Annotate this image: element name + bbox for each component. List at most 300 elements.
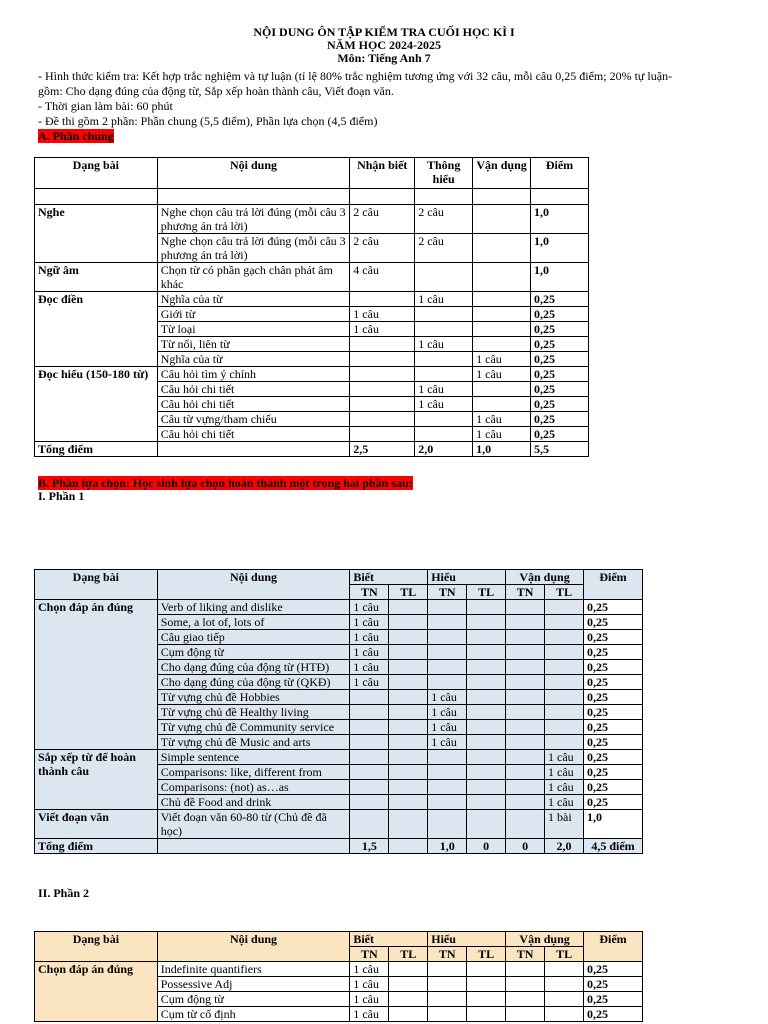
table3-cell — [389, 992, 428, 1007]
t1-cell: 0,25 — [531, 337, 589, 352]
table2-cell — [428, 675, 467, 690]
part-1-title: I. Phần 1 — [38, 489, 85, 503]
table2-cell: Cho dạng đúng của động từ (HTĐ) — [157, 660, 350, 675]
table3-cell: 0,25 — [584, 962, 643, 977]
table2-cell — [545, 735, 584, 750]
t1-cell: 2,5 — [350, 442, 415, 457]
table2-cell: Từ vựng chủ đề Hobbies — [157, 690, 350, 705]
t1-cell: 0,25 — [531, 352, 589, 367]
table2-cell: 1 câu — [428, 690, 467, 705]
t1-cell: 1 câu — [415, 292, 473, 307]
table2-cell: Từ vựng chủ đề Music and arts — [157, 735, 350, 750]
table2-cell — [350, 690, 389, 705]
table2-cell — [350, 720, 389, 735]
t1-cell: 0,25 — [531, 307, 589, 322]
table3-cell — [545, 977, 584, 992]
table2-cell — [506, 600, 545, 615]
t1-cell — [415, 189, 473, 205]
table2-cell — [545, 705, 584, 720]
t1-cell — [415, 263, 473, 292]
intro-line-2: gồm: Cho dạng đúng của động từ, Sắp xếp hoàn thành câu, Viết đoạn văn. — [38, 84, 394, 98]
table2-cell — [389, 735, 428, 750]
table2-cell — [467, 705, 506, 720]
t3-header-type: Dạng bài — [35, 932, 158, 962]
table3-row — [35, 962, 643, 977]
table2-cell — [506, 765, 545, 780]
t1-cell: 2 câu — [415, 205, 473, 234]
table2-cell: 1 câu — [350, 660, 389, 675]
table2-cell — [467, 615, 506, 630]
t1-cell: Nghĩa của từ — [157, 292, 350, 307]
table3-cell — [506, 1007, 545, 1022]
table2-cell — [467, 765, 506, 780]
table2-cell-type: Tổng điểm — [35, 839, 158, 854]
t1-cell — [157, 442, 350, 457]
t1-cell — [350, 292, 415, 307]
general-section-table — [34, 157, 589, 457]
t2-header-know: Biết — [350, 570, 428, 585]
t1-cell — [415, 427, 473, 442]
t1-cell: 2 câu — [415, 234, 473, 263]
table3-cell — [467, 962, 506, 977]
table2-cell: 0,25 — [583, 615, 642, 630]
table3-cell: 1 câu — [350, 1007, 389, 1022]
t3-sub-tl-2: TL — [467, 947, 506, 962]
t1-cell — [350, 367, 415, 382]
table2-cell: 1 câu — [350, 675, 389, 690]
table2-cell: Some, a lot of, lots of — [157, 615, 350, 630]
table3-cell — [428, 962, 467, 977]
table2-cell: 1 câu — [545, 795, 584, 810]
t1-cell: 0,25 — [531, 292, 589, 307]
t1-cell: 1 câu — [473, 412, 531, 427]
table2-cell — [467, 750, 506, 765]
table2-cell: Từ vựng chủ đề Healthy living — [157, 705, 350, 720]
table2-cell — [467, 810, 506, 839]
t1-cell — [350, 382, 415, 397]
t1-cell: 5,5 — [531, 442, 589, 457]
t1-cell — [473, 322, 531, 337]
table2-cell — [467, 795, 506, 810]
t1-cell: 1 câu — [473, 427, 531, 442]
table2-cell — [428, 810, 467, 839]
t3-header-understand: Hiểu — [428, 932, 506, 947]
t1-cell — [415, 307, 473, 322]
table2-cell — [389, 660, 428, 675]
table2-cell — [506, 735, 545, 750]
t1-header-application: Vận dụng — [473, 158, 531, 189]
t1-cell — [350, 397, 415, 412]
table2-cell — [428, 615, 467, 630]
table2-cell: 1 bài — [545, 810, 584, 839]
section-a-label: A. Phần chung — [38, 129, 114, 143]
table2-cell — [467, 660, 506, 675]
table2-cell — [350, 795, 389, 810]
t1-cell: Câu hỏi chi tiết — [157, 427, 350, 442]
table2-cell — [467, 735, 506, 750]
t1-cell — [473, 234, 531, 263]
t1-cell — [473, 292, 531, 307]
t1-cell: Từ nối, liên từ — [157, 337, 350, 352]
t1-row — [35, 189, 589, 205]
table3-cell: Cụm từ cố định — [157, 1007, 350, 1022]
t2-sub-tn-2: TN — [428, 585, 467, 600]
table3-cell: Possessive Adj — [157, 977, 350, 992]
t1-cell: 0,25 — [531, 382, 589, 397]
t1-cell: 1,0 — [531, 234, 589, 263]
table2-cell — [389, 795, 428, 810]
t2-header-score: Điểm — [583, 570, 642, 600]
table2-cell: 0,25 — [583, 645, 642, 660]
table2-cell: Verb of liking and dislike — [157, 600, 350, 615]
t1-cell: 4 câu — [350, 263, 415, 292]
table3-cell: 0,25 — [584, 1007, 643, 1022]
table2-cell: 0,25 — [583, 600, 642, 615]
table2-cell — [350, 810, 389, 839]
table2-cell — [545, 720, 584, 735]
t1-cell: Từ loại — [157, 322, 350, 337]
t1-cell: 1 câu — [415, 382, 473, 397]
t1-cell — [473, 263, 531, 292]
table2-cell — [506, 675, 545, 690]
table2-cell — [389, 600, 428, 615]
t3-sub-tn-3: TN — [506, 947, 545, 962]
part-2-title: II. Phần 2 — [38, 886, 90, 900]
table2-cell — [389, 630, 428, 645]
t1-cell: 1 câu — [415, 337, 473, 352]
table2-cell — [506, 810, 545, 839]
table2-cell — [350, 780, 389, 795]
t1-cell: Nghe chọn câu trả lời đúng (mỗi câu 3 phương án trả lời) — [157, 205, 350, 234]
table3-cell — [545, 992, 584, 1007]
table3-cell — [545, 962, 584, 977]
table2-cell: 1 câu — [428, 705, 467, 720]
table2-cell — [467, 600, 506, 615]
t2-header-content: Nội dung — [157, 570, 350, 600]
table2-cell: Cụm động từ — [157, 645, 350, 660]
table2-cell: Viết đoạn văn 60-80 từ (Chủ đề đã học) — [157, 810, 350, 839]
table2-cell — [428, 630, 467, 645]
table2-cell — [506, 690, 545, 705]
t1-cell: 0,25 — [531, 427, 589, 442]
table2-cell — [467, 690, 506, 705]
table2-cell — [389, 780, 428, 795]
t1-cell: 1,0 — [531, 263, 589, 292]
table2-cell — [350, 705, 389, 720]
t1-cell — [415, 352, 473, 367]
table3-cell: 1 câu — [350, 962, 389, 977]
table2-cell: 2,0 — [545, 839, 584, 854]
t1-cell: 0,25 — [531, 397, 589, 412]
t1-cell — [473, 397, 531, 412]
t1-cell — [473, 337, 531, 352]
table2-cell — [467, 720, 506, 735]
table3-cell: 1 câu — [350, 992, 389, 1007]
table2-cell: 0,25 — [583, 765, 642, 780]
table2-row — [35, 810, 643, 839]
table2-cell — [428, 750, 467, 765]
table2-cell: 1,5 — [350, 839, 389, 854]
t1-cell — [415, 412, 473, 427]
table3-cell: Indefinite quantifiers — [157, 962, 350, 977]
table2-cell — [545, 630, 584, 645]
table2-cell: 1 câu — [350, 600, 389, 615]
t1-cell: Nghe chọn câu trả lời đúng (mỗi câu 3 phương án trả lời) — [157, 234, 350, 263]
t3-header-content: Nội dung — [157, 932, 350, 962]
t1-cell-type: Ngữ âm — [35, 263, 158, 292]
table2-cell: 1 câu — [545, 780, 584, 795]
table3-cell — [506, 977, 545, 992]
table2-cell — [545, 660, 584, 675]
table2-cell — [545, 600, 584, 615]
t1-cell — [473, 307, 531, 322]
document-header — [0, 26, 768, 65]
t1-cell: 0,25 — [531, 322, 589, 337]
t1-cell — [350, 352, 415, 367]
table2-cell — [506, 780, 545, 795]
part-1-table — [34, 569, 643, 854]
table2-cell — [506, 705, 545, 720]
t1-cell: 0,25 — [531, 367, 589, 382]
t1-cell: 1 câu — [473, 367, 531, 382]
table3-cell — [389, 962, 428, 977]
t1-cell — [350, 337, 415, 352]
t1-row — [35, 205, 589, 234]
t1-header-recognition: Nhận biết — [350, 158, 415, 189]
table2-cell: Comparisons: like, different from — [157, 765, 350, 780]
t1-cell: 1 câu — [473, 352, 531, 367]
table2-cell: 1 câu — [350, 630, 389, 645]
table2-cell — [389, 750, 428, 765]
t1-header-score: Điểm — [531, 158, 589, 189]
t1-cell: Nghĩa của từ — [157, 352, 350, 367]
table3-cell — [428, 992, 467, 1007]
t1-cell: Câu từ vựng/tham chiếu — [157, 412, 350, 427]
t1-cell: 1,0 — [531, 205, 589, 234]
table2-cell — [506, 720, 545, 735]
table2-cell — [389, 675, 428, 690]
table2-cell — [467, 630, 506, 645]
table2-cell: 1 câu — [428, 720, 467, 735]
table2-cell: 4,5 điểm — [583, 839, 642, 854]
t1-cell — [157, 189, 350, 205]
table2-cell: 1 câu — [350, 615, 389, 630]
t3-sub-tl-1: TL — [389, 947, 428, 962]
table2-cell: 1,0 — [583, 810, 642, 839]
table3-cell: 0,25 — [584, 977, 643, 992]
t1-cell-type: Đọc điền — [35, 292, 158, 367]
table2-cell — [428, 660, 467, 675]
table2-cell: 1 câu — [428, 735, 467, 750]
table2-cell: 0,25 — [583, 780, 642, 795]
table2-cell: 0,25 — [583, 705, 642, 720]
t1-cell: Câu hỏi chi tiết — [157, 382, 350, 397]
table2-cell — [506, 615, 545, 630]
t1-cell: 2 câu — [350, 234, 415, 263]
t1-cell: Chọn từ có phần gạch chân phát âm khác — [157, 263, 350, 292]
table3-cell — [467, 992, 506, 1007]
t2-sub-tl-1: TL — [389, 585, 428, 600]
t1-cell — [350, 427, 415, 442]
table2-cell — [506, 645, 545, 660]
t1-header-comprehension: Thông hiểu — [415, 158, 473, 189]
table3-cell — [428, 1007, 467, 1022]
t1-cell: 2 câu — [350, 205, 415, 234]
t1-cell: 2,0 — [415, 442, 473, 457]
t1-cell-type: Đọc hiểu (150-180 từ) — [35, 367, 158, 442]
intro-line-3: - Thời gian làm bài: 60 phút — [38, 99, 173, 113]
t3-sub-tn-1: TN — [350, 947, 389, 962]
table3-cell — [506, 992, 545, 1007]
t1-cell: Câu hỏi chi tiết — [157, 397, 350, 412]
t1-cell — [350, 412, 415, 427]
table3-cell — [467, 1007, 506, 1022]
table3-cell: 1 câu — [350, 977, 389, 992]
t1-cell — [415, 322, 473, 337]
table3-cell — [389, 1007, 428, 1022]
t1-cell: 0,25 — [531, 412, 589, 427]
t1-cell — [473, 205, 531, 234]
t3-header-know: Biết — [350, 932, 428, 947]
table2-cell: 0,25 — [583, 660, 642, 675]
t1-cell: 1 câu — [415, 397, 473, 412]
table2-cell — [389, 645, 428, 660]
t3-header-apply: Vận dụng — [506, 932, 584, 947]
t1-cell — [350, 189, 415, 205]
table2-cell: 0,25 — [583, 690, 642, 705]
intro-line-4: - Đề thi gồm 2 phần: Phần chung (5,5 điểm), Phần lựa chọn (4,5 điểm) — [38, 114, 378, 128]
table2-cell — [157, 839, 350, 854]
table2-cell: 1 câu — [350, 645, 389, 660]
table2-cell — [389, 765, 428, 780]
t1-cell — [531, 189, 589, 205]
t2-sub-tn-3: TN — [506, 585, 545, 600]
t1-cell: Giới từ — [157, 307, 350, 322]
title-line-2: NĂM HỌC 2024-2025 — [327, 38, 441, 52]
table2-cell: 1 câu — [545, 765, 584, 780]
title-line-3: Môn: Tiếng Anh 7 — [337, 51, 431, 65]
t1-cell — [415, 367, 473, 382]
table2-cell — [389, 615, 428, 630]
table2-cell-type: Sắp xếp từ để hoàn thành câu — [35, 750, 158, 810]
t1-header-content: Nội dung — [157, 158, 350, 189]
table2-cell: Simple sentence — [157, 750, 350, 765]
section-a-heading — [38, 129, 748, 144]
t3-sub-tn-2: TN — [428, 947, 467, 962]
table2-cell — [506, 660, 545, 675]
table2-cell — [350, 765, 389, 780]
table3-cell: 0,25 — [584, 992, 643, 1007]
table2-cell: 0,25 — [583, 720, 642, 735]
table2-row — [35, 600, 643, 615]
table3-cell — [545, 1007, 584, 1022]
table2-cell — [467, 675, 506, 690]
table2-cell — [545, 690, 584, 705]
table2-cell — [506, 630, 545, 645]
table3-cell: Cụm động từ — [157, 992, 350, 1007]
t2-header-understand: Hiểu — [428, 570, 506, 585]
table2-cell — [545, 615, 584, 630]
t2-sub-tl-3: TL — [545, 585, 584, 600]
title-line-1: NỘI DUNG ÔN TẬP KIỂM TRA CUỐI HỌC KÌ I — [253, 25, 515, 39]
table2-cell — [389, 839, 428, 854]
t1-header-type: Dạng bài — [35, 158, 158, 189]
table2-cell — [428, 645, 467, 660]
table2-cell — [428, 795, 467, 810]
table2-cell — [428, 780, 467, 795]
table3-cell — [506, 962, 545, 977]
table2-cell: 0 — [506, 839, 545, 854]
table2-row — [35, 839, 643, 854]
table2-cell: Câu giao tiếp — [157, 630, 350, 645]
table3-cell — [389, 977, 428, 992]
table2-cell — [506, 795, 545, 810]
table3-cell — [428, 977, 467, 992]
table2-cell: 1,0 — [428, 839, 467, 854]
t1-cell — [473, 189, 531, 205]
table2-cell: 0,25 — [583, 630, 642, 645]
table2-cell: 0 — [467, 839, 506, 854]
part-2-table — [34, 931, 643, 1022]
intro-line-1: - Hình thức kiểm tra: Kết hợp trắc nghiệm và tự luận (tỉ lệ 80% trắc nghiệm tương ứng với 32 câu, mỗi câu 0,25 điểm; 20% tự luận- — [38, 69, 673, 83]
table2-cell — [545, 675, 584, 690]
table2-cell — [467, 780, 506, 795]
table2-cell — [545, 645, 584, 660]
table2-cell: Chủ đề Food and drink — [157, 795, 350, 810]
table2-cell: Cho dạng đúng của động từ (QKĐ) — [157, 675, 350, 690]
table2-cell-type: Chọn đáp án đúng — [35, 600, 158, 750]
t2-sub-tl-2: TL — [467, 585, 506, 600]
table2-cell — [389, 720, 428, 735]
t1-cell: 1,0 — [473, 442, 531, 457]
t1-cell: 1 câu — [350, 307, 415, 322]
t1-cell — [473, 382, 531, 397]
t2-header-apply: Vận dụng — [506, 570, 584, 585]
t1-cell-type: Nghe — [35, 205, 158, 263]
t1-cell: 1 câu — [350, 322, 415, 337]
t3-sub-tl-3: TL — [545, 947, 584, 962]
table2-cell — [506, 750, 545, 765]
t1-row — [35, 367, 589, 382]
table2-cell — [389, 690, 428, 705]
t1-cell-type — [35, 189, 158, 205]
t1-cell: Câu hỏi tìm ý chính — [157, 367, 350, 382]
table2-cell: 0,25 — [583, 675, 642, 690]
t3-header-score: Điểm — [584, 932, 643, 962]
t1-row — [35, 442, 589, 457]
table2-cell: 1 câu — [545, 750, 584, 765]
t1-row — [35, 292, 589, 307]
table3-cell-type: Chọn đáp án đúng — [35, 962, 158, 1022]
t2-sub-tn-1: TN — [350, 585, 389, 600]
t1-row — [35, 263, 589, 292]
table2-cell — [350, 750, 389, 765]
table2-cell-type: Viết đoạn văn — [35, 810, 158, 839]
section-b-label: B. Phần lựa chọn: Học sinh lựa chọn hoàn thành một trong hai phần sau: — [38, 476, 413, 490]
t2-header-type: Dạng bài — [35, 570, 158, 600]
table2-row — [35, 750, 643, 765]
t1-cell-type: Tổng điểm — [35, 442, 158, 457]
table2-cell: 0,25 — [583, 795, 642, 810]
table2-cell — [467, 645, 506, 660]
table2-cell — [428, 600, 467, 615]
table2-cell: Từ vựng chủ đề Community service — [157, 720, 350, 735]
table3-cell — [467, 977, 506, 992]
table2-cell: 0,25 — [583, 750, 642, 765]
table2-cell — [389, 705, 428, 720]
table2-cell: Comparisons: (not) as…as — [157, 780, 350, 795]
table2-cell — [428, 765, 467, 780]
